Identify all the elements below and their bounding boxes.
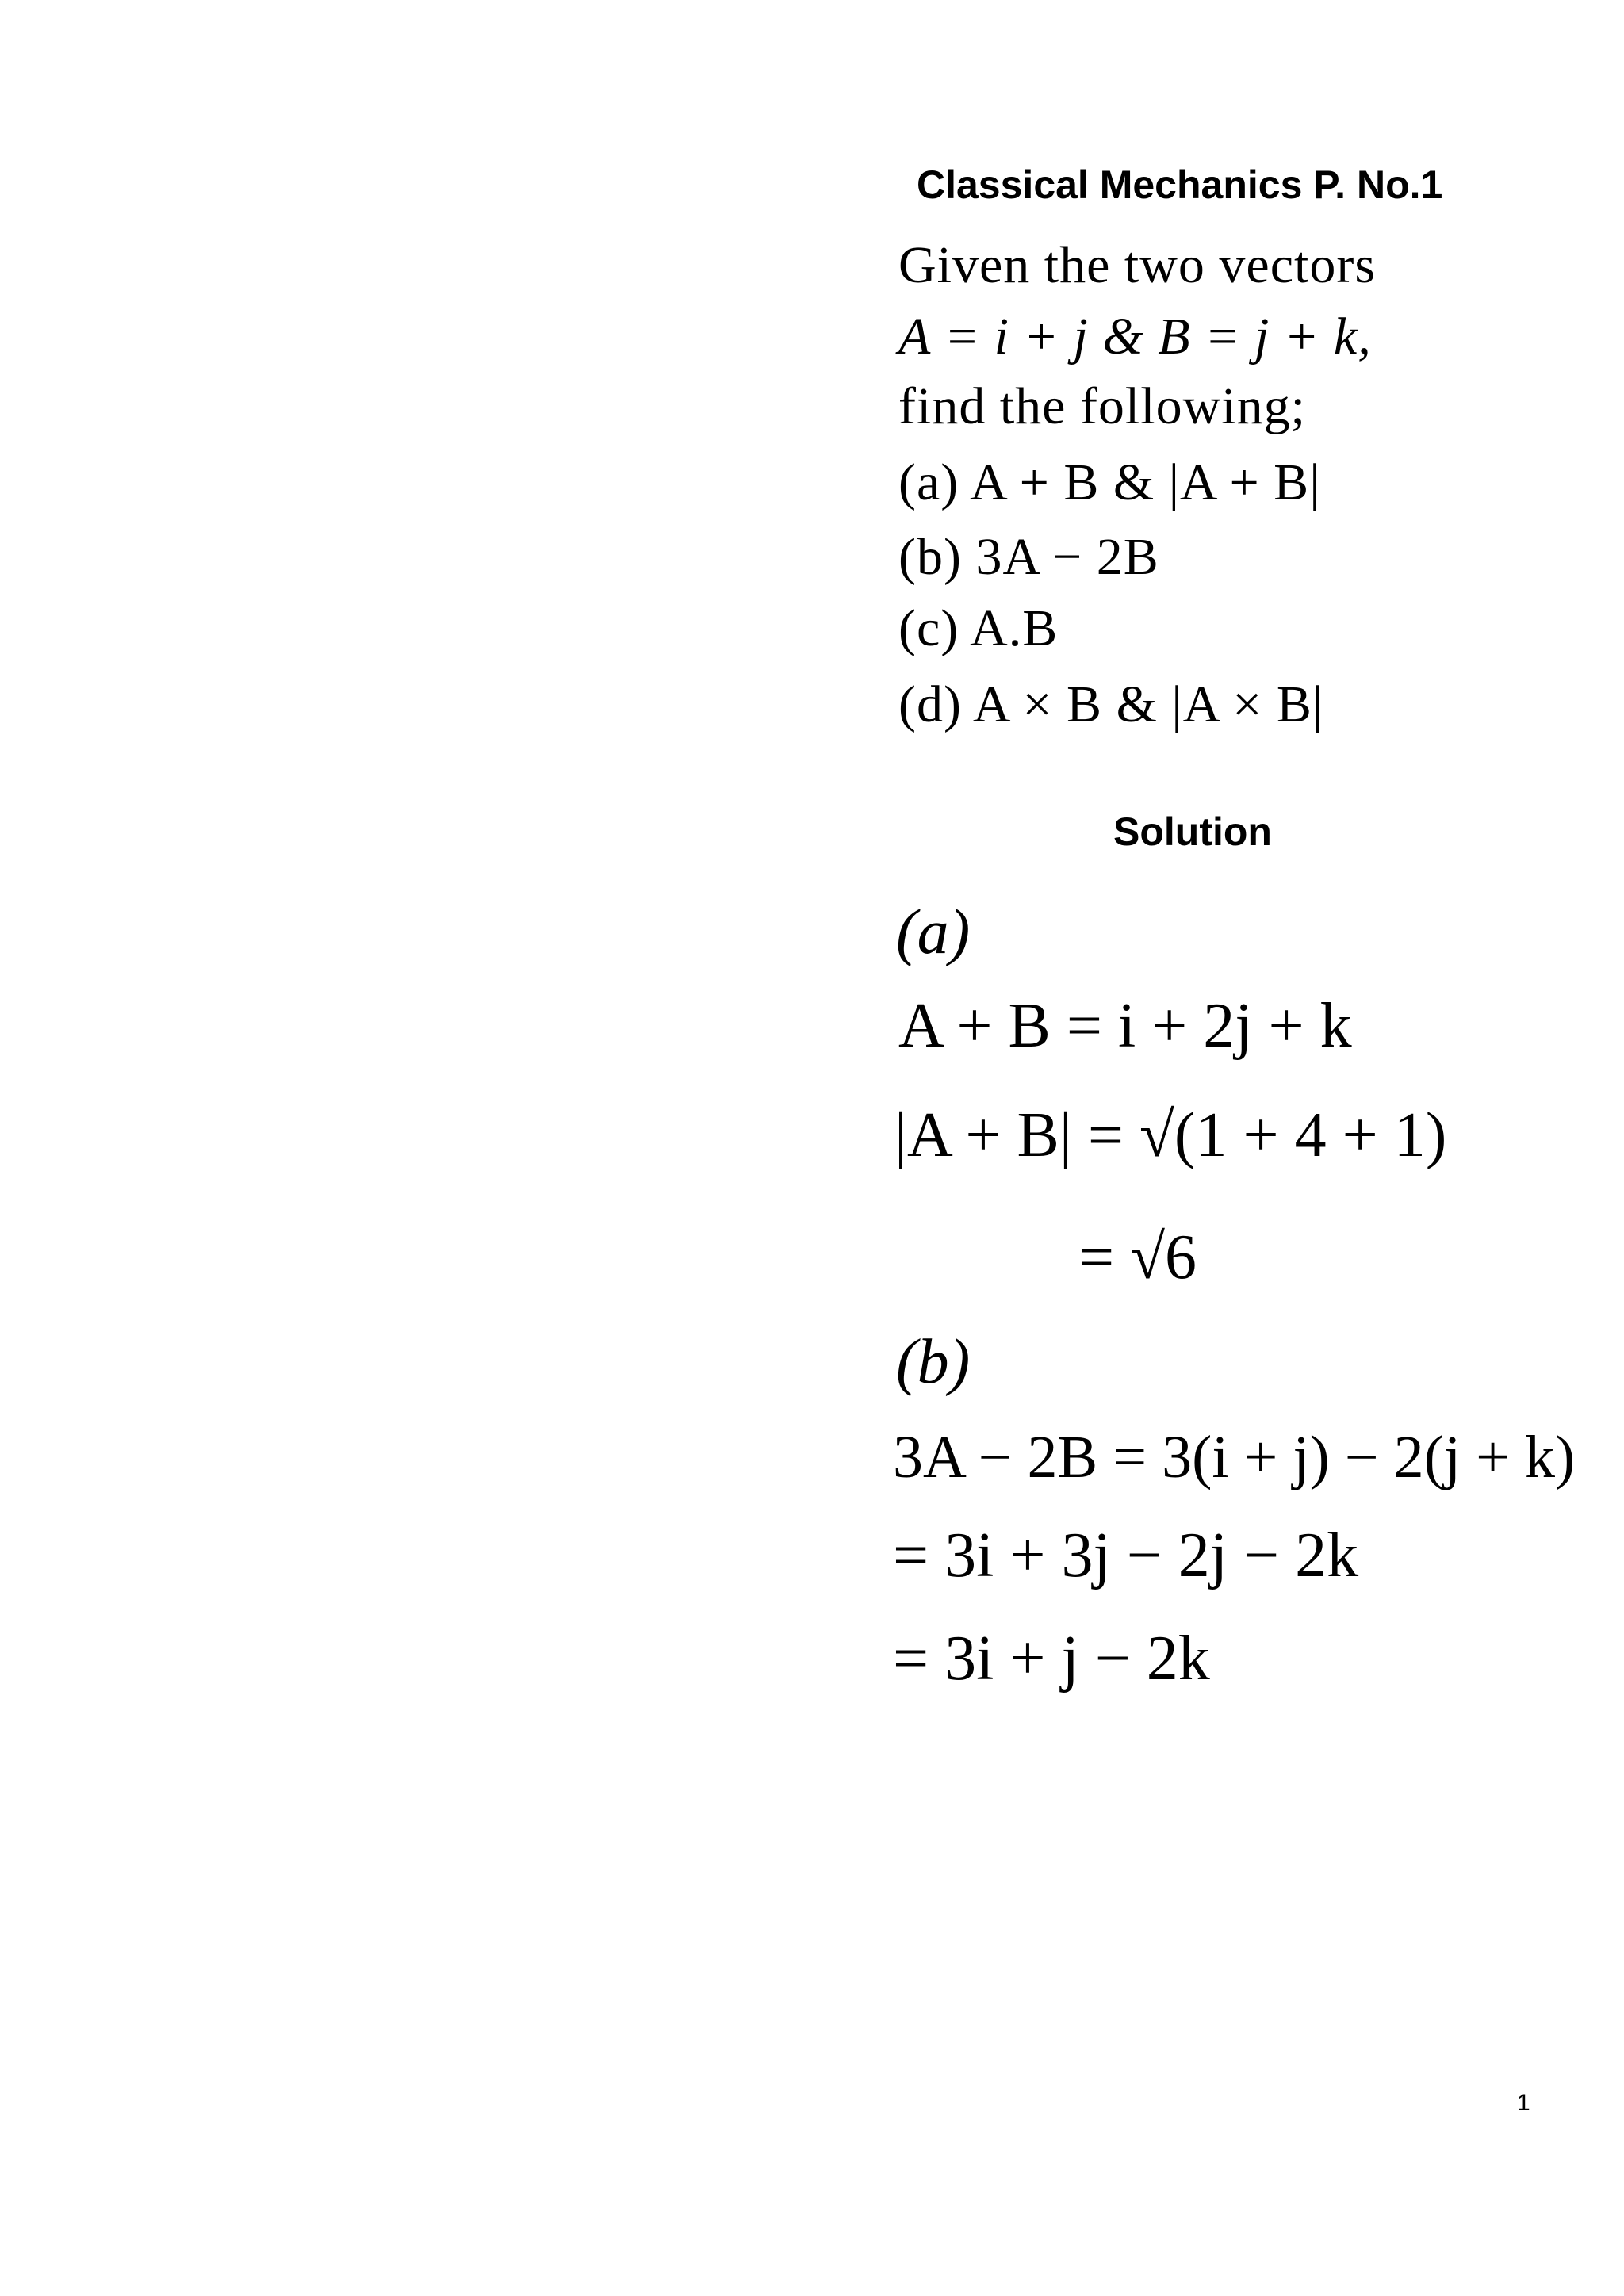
part-label: (a)	[896, 897, 971, 967]
page-number: 1	[1517, 2090, 1530, 2116]
equation-line: |A + B| = √(1 + 4 + 1)	[894, 1100, 1447, 1170]
equation-line: A + B = i + 2j + k	[898, 991, 1352, 1061]
problem-line: (b) 3A − 2B	[898, 528, 1159, 586]
equation-line: = 3i + j − 2k	[893, 1624, 1210, 1693]
problem-line: A = i + j & B = j + k,	[898, 308, 1372, 365]
problem-line: (c) A.B	[898, 599, 1059, 657]
part-label: (b)	[896, 1327, 971, 1397]
equation-line: 3A − 2B = 3(i + j) − 2(j + k)	[893, 1424, 1576, 1490]
solution-heading: Solution	[1113, 809, 1272, 854]
problem-line: (d) A × B & |A × B|	[898, 675, 1324, 733]
equation-line: = √6	[1078, 1223, 1197, 1292]
problem-line: (a) A + B & |A + B|	[898, 453, 1321, 511]
document-title: Classical Mechanics P. No.1	[917, 163, 1443, 207]
equation-line: = 3i + 3j − 2j − 2k	[893, 1521, 1359, 1590]
problem-line: find the following;	[898, 377, 1306, 435]
problem-line: Given the two vectors	[898, 236, 1377, 294]
